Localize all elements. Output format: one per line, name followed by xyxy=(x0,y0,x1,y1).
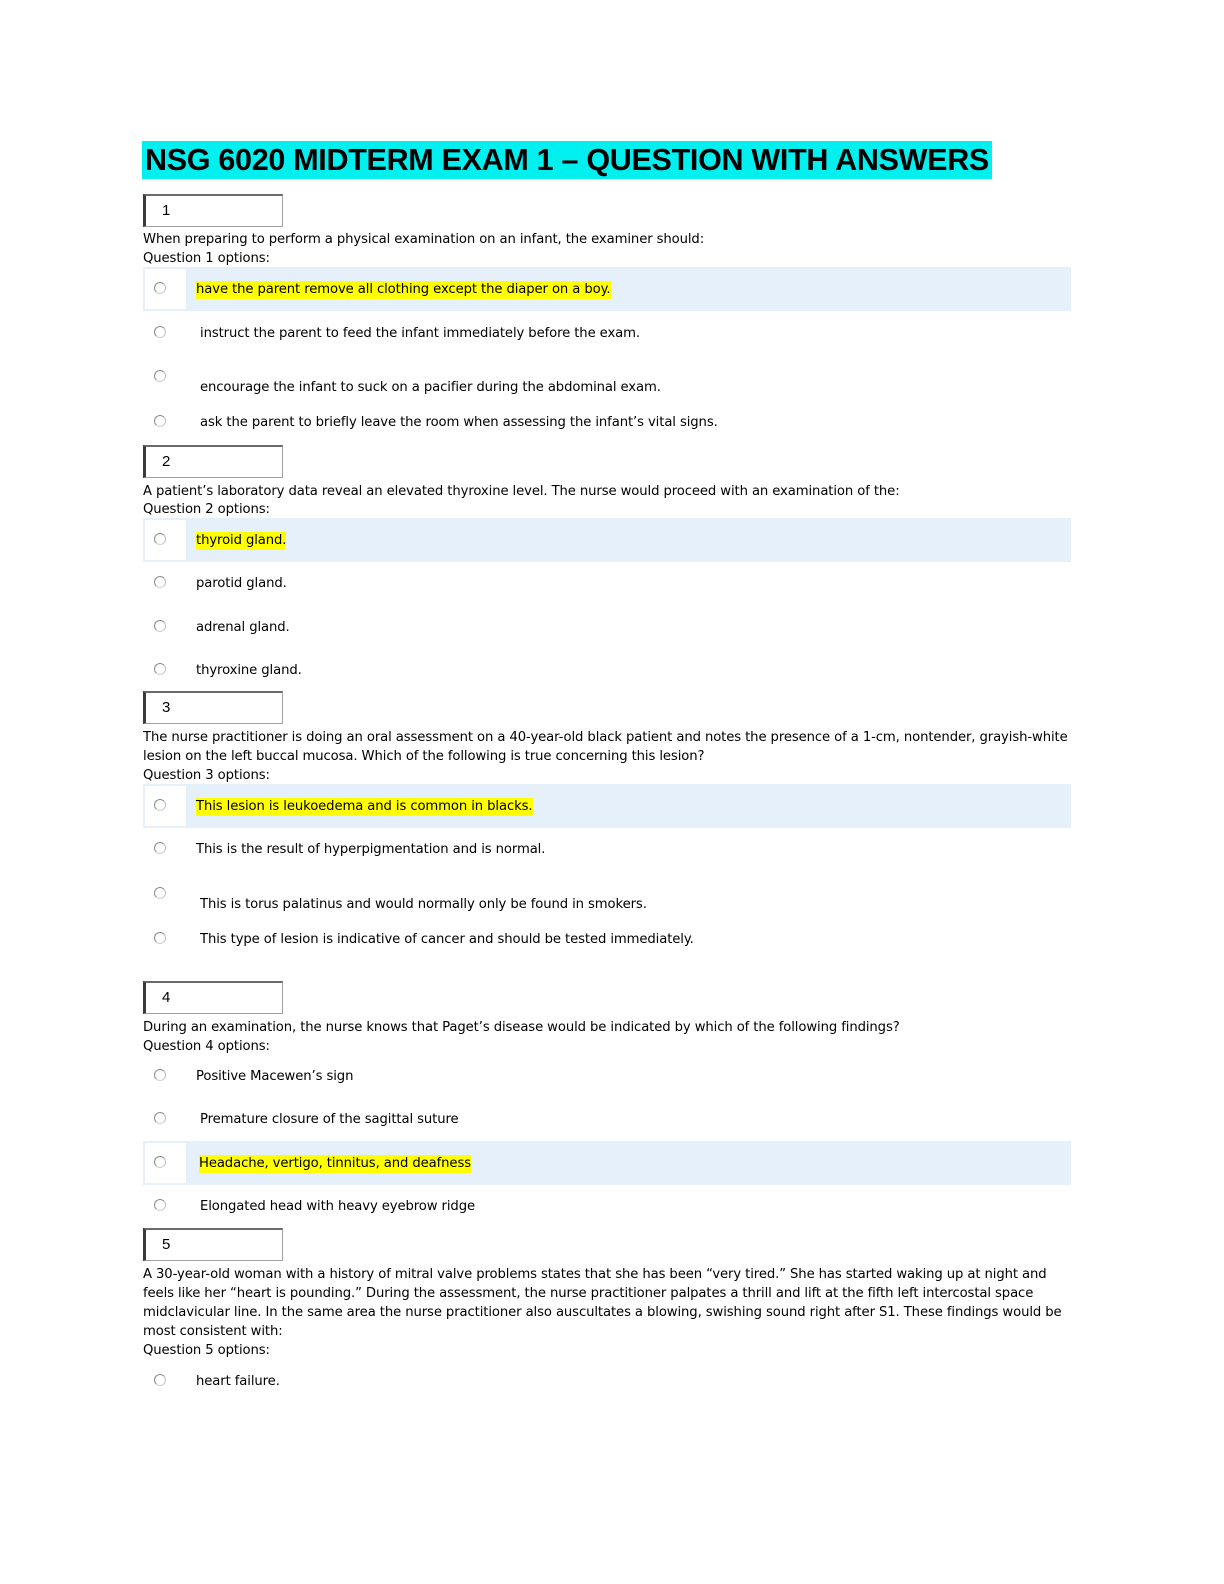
answer-option[interactable] xyxy=(143,1141,1071,1185)
answer-option[interactable] xyxy=(143,827,1071,871)
radio-button-icon[interactable] xyxy=(154,533,166,545)
option-label: Elongated head with heavy eyebrow ridge xyxy=(200,1199,475,1214)
options-label: Question 2 options: xyxy=(143,502,270,517)
options-label: Question 4 options: xyxy=(143,1039,270,1054)
question-number-box: 4 xyxy=(143,981,283,1014)
radio-button-icon[interactable] xyxy=(154,576,166,588)
radio-button-icon[interactable] xyxy=(154,842,166,854)
option-label: This is the result of hyperpigmentation and is normal. xyxy=(196,842,546,857)
option-label: encourage the infant to suck on a pacifier during the abdominal exam. xyxy=(200,380,661,395)
option-label: adrenal gland. xyxy=(196,620,290,635)
answer-option[interactable] xyxy=(143,1054,1071,1098)
radio-button-icon[interactable] xyxy=(154,932,166,944)
radio-button-icon[interactable] xyxy=(154,1156,166,1168)
options-label: Question 5 options: xyxy=(143,1343,270,1358)
question-text: A patient’s laboratory data reveal an elevated thyroxine level. The nurse would proceed with an examination of the: xyxy=(143,484,900,499)
answer-option[interactable] xyxy=(143,311,1071,355)
question-text: When preparing to perform a physical examination on an infant, the examiner should: xyxy=(143,232,705,247)
option-label: thyroxine gland. xyxy=(196,663,302,678)
option-label: This type of lesion is indicative of cancer and should be tested immediately. xyxy=(200,932,694,947)
radio-button-icon[interactable] xyxy=(154,1112,166,1124)
answer-option[interactable] xyxy=(143,518,1071,562)
radio-button-icon[interactable] xyxy=(154,326,166,338)
answer-option[interactable] xyxy=(143,561,1071,605)
question-number-box: 1 xyxy=(143,194,283,227)
answer-option[interactable] xyxy=(143,784,1071,828)
option-label: Premature closure of the sagittal suture xyxy=(200,1112,459,1127)
question-text: During an examination, the nurse knows that Paget’s disease would be indicated by which of the following findings? xyxy=(143,1020,900,1035)
radio-button-icon[interactable] xyxy=(154,1374,166,1386)
options-label: Question 3 options: xyxy=(143,768,270,783)
question-text: The nurse practitioner is doing an oral assessment on a 40-year-old black patient and notes the presence of a 1-cm, nontender, grayish-white lesion on the left buccal mucosa. Which of the following is true concerning this lesion? xyxy=(143,730,1068,764)
option-label: ask the parent to briefly leave the room when assessing the infant’s vital signs. xyxy=(200,415,718,430)
radio-button-icon[interactable] xyxy=(154,663,166,675)
radio-button-icon[interactable] xyxy=(154,1199,166,1211)
radio-button-icon[interactable] xyxy=(154,620,166,632)
answer-option[interactable] xyxy=(143,267,1071,311)
radio-button-icon[interactable] xyxy=(154,1069,166,1081)
option-label: This is torus palatinus and would normally only be found in smokers. xyxy=(200,897,647,912)
answer-option[interactable] xyxy=(143,400,1071,444)
option-label: heart failure. xyxy=(196,1374,280,1389)
answer-option[interactable] xyxy=(143,1097,1071,1141)
answer-option[interactable] xyxy=(143,355,1071,399)
options-label: Question 1 options: xyxy=(143,251,270,266)
question-number-box: 2 xyxy=(143,445,283,478)
radio-button-icon[interactable] xyxy=(154,282,166,294)
answer-option[interactable] xyxy=(143,872,1071,916)
radio-button-icon[interactable] xyxy=(154,799,166,811)
question-number-box: 3 xyxy=(143,691,283,724)
option-label: Positive Macewen’s sign xyxy=(196,1069,354,1084)
option-label: have the parent remove all clothing except the diaper on a boy. xyxy=(196,282,611,297)
answer-option[interactable] xyxy=(143,917,1071,961)
option-label: instruct the parent to feed the infant immediately before the exam. xyxy=(200,326,640,341)
question-number-box: 5 xyxy=(143,1228,283,1261)
answer-option[interactable] xyxy=(143,648,1071,692)
option-label: parotid gland. xyxy=(196,576,287,591)
option-label: Headache, vertigo, tinnitus, and deafness xyxy=(199,1156,471,1171)
option-label: thyroid gland. xyxy=(196,533,287,548)
question-text: A 30-year-old woman with a history of mitral valve problems states that she has been “very tired.” She has started waking up at night and feels like her “heart is pounding.” During the assessment, the nurse practitioner palpates a thrill and lift at the fifth left intercostal space midclavicular line. In the same area the nurse practitioner also auscultates a blowing, swishing sound right after S1. These findings would be most consistent with: xyxy=(143,1267,1062,1339)
option-label: This lesion is leukoedema and is common in blacks. xyxy=(196,799,533,814)
answer-option[interactable] xyxy=(143,605,1071,649)
radio-button-icon[interactable] xyxy=(154,887,166,899)
radio-button-icon[interactable] xyxy=(154,370,166,382)
page-title: NSG 6020 MIDTERM EXAM 1 – QUESTION WITH ANSWERS xyxy=(142,141,992,179)
radio-button-icon[interactable] xyxy=(154,415,166,427)
answer-option[interactable] xyxy=(143,1184,1071,1228)
answer-option[interactable] xyxy=(143,1359,1071,1403)
